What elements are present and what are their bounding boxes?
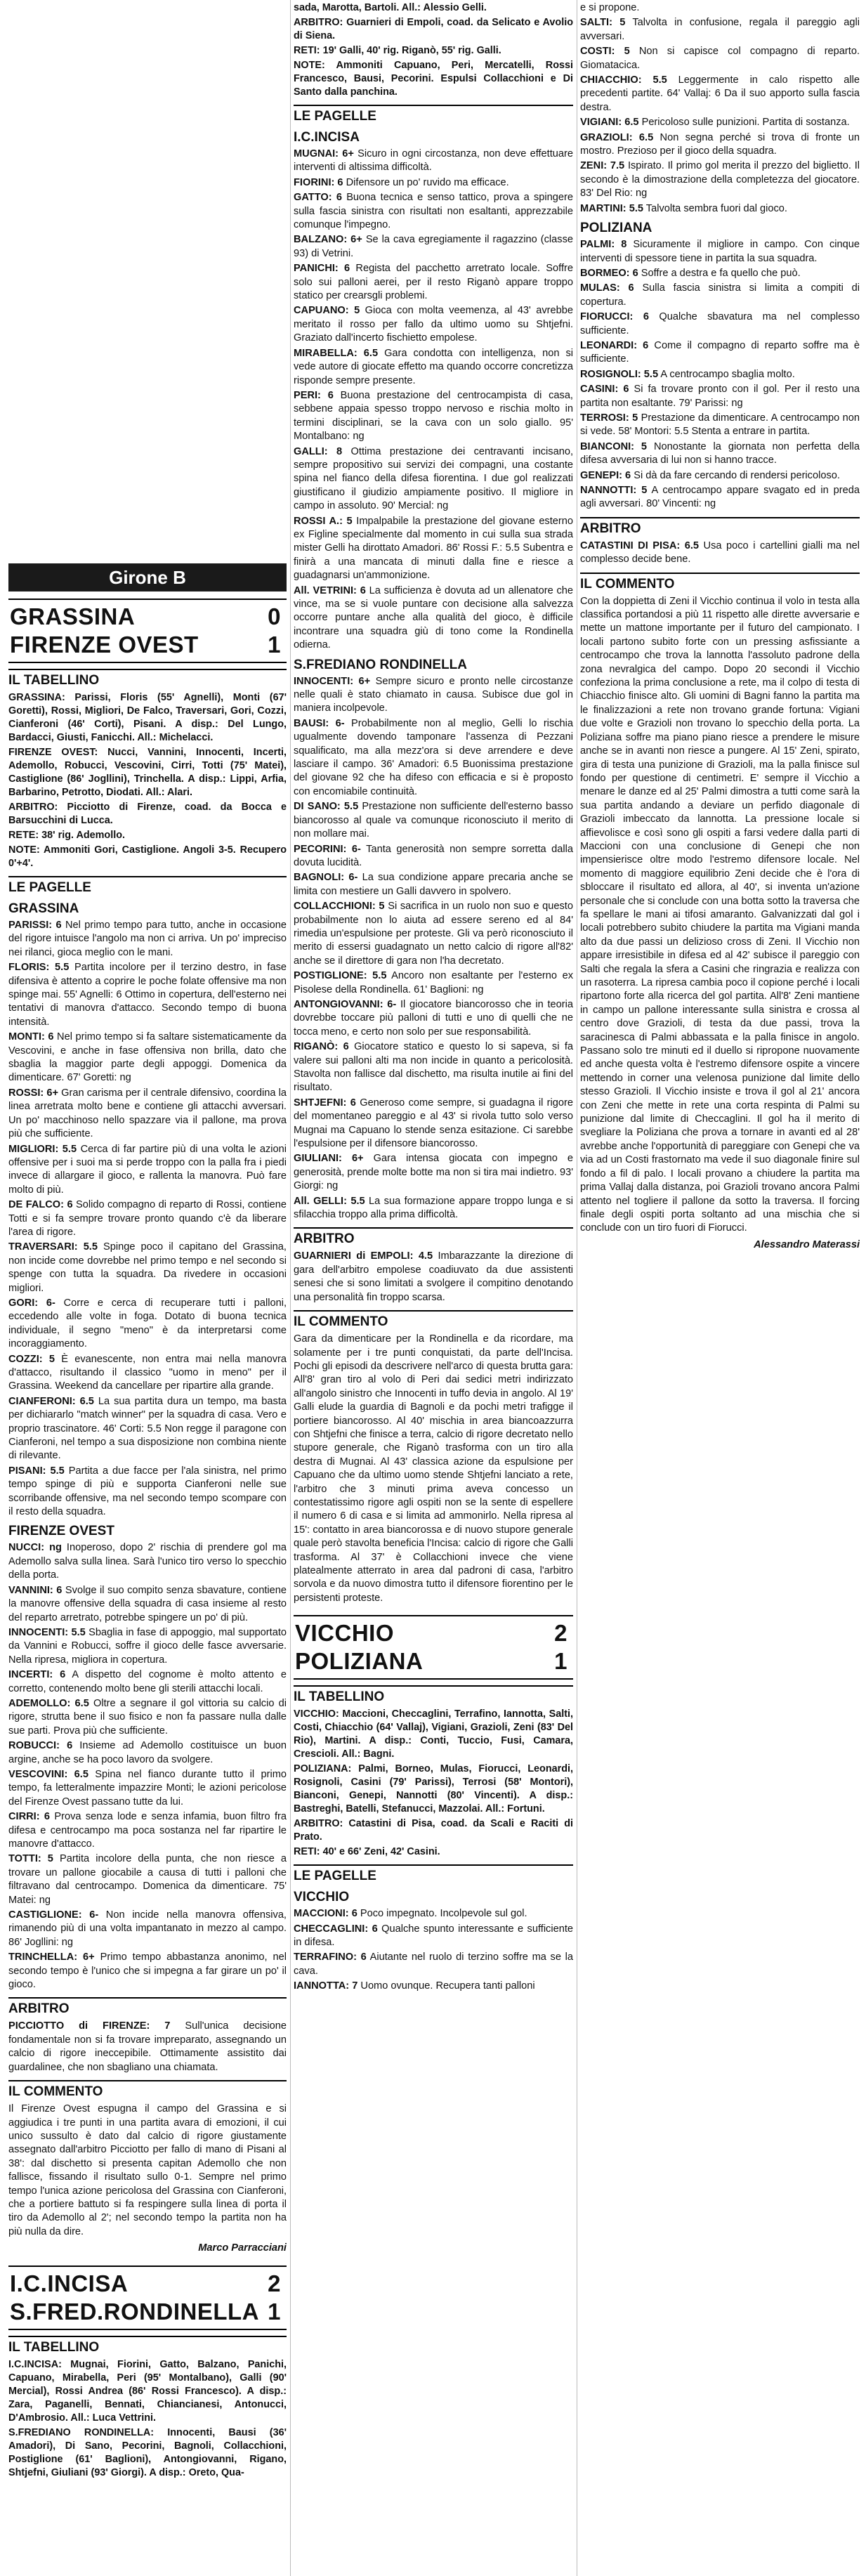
player-rating: BAUSI: 6- Probabilmente non al meglio, Gelli lo rischia ugualmente dovendo tamponare l'assenza di Pezzani squalificato, ma alla mezz'ora si deve arrendere e deve lasciare il campo. 36' Amadori: 6.5 Buonissima prestazione del giovane 92 che ha difeso con efficacia e si è proposto con encomiabile continuità.	[294, 717, 573, 797]
arbitro-heading: ARBITRO	[580, 517, 860, 537]
home-team-score: 0	[268, 603, 281, 629]
tabellino-line: RETI: 40' e 66' Zeni, 42' Casini.	[294, 1846, 440, 1858]
player-rating: ANTONGIOVANNI: 6- Il giocatore biancorosso che in teoria dovrebbe toccare più palloni di tutti e uno di quelli che ne tocca meno, e certo non solo per sue responsabilità.	[294, 998, 573, 1038]
pagelle-heading: LE PAGELLE	[8, 876, 287, 896]
home-team-name: VICCHIO	[295, 1620, 395, 1647]
tabellino-m1	[8, 691, 287, 870]
ratings-grassina	[8, 919, 287, 1519]
tabellino-line: I.C.INCISA: Mugnai, Fiorini, Gatto, Balzano, Panichi, Capuano, Mirabella, Peri (95' Montalbano), Galli (90' Mercial), Rossi Andrea (86' Rossi Francesco). A disp.: Zara, Paganelli, Bennati, Chiancianesi, Antonucci, D'Ambrosio. All.: Luca Vettrini.	[8, 2358, 287, 2424]
tabellino-line: FIRENZE OVEST: Nucci, Vannini, Innocenti, Incerti, Ademollo, Robucci, Vescovini, Cirri, Totti (75' Matei), Castiglione (86' Jogllini), Trinchella. A disp.: Lippi, Arfia, Barbarino, Petrotto, Diodati. All.: Alari.	[8, 747, 287, 798]
home-team-name: I.C.INCISA	[10, 2270, 129, 2296]
away-team-score: 1	[554, 1648, 568, 1675]
player-rating: INNOCENTI: 5.5 Sbaglia in fase di appoggio, mal supportato da Vannini e Robucci, soffre il gioco delle fasce avversarie. Nella ripresa, migliora in copertura.	[8, 1626, 287, 1666]
commento-text: Con la doppietta di Zeni il Vicchio continua il volo in testa alla classifica portandosi a più 11 rispetto alle dirette avversarie e mette un mattone importante per il futuro del campionato. I locali partono subito forte con un pressing asfissiante a centrocampo che trova la lannotta l'assoluto padrone della zona nevralgica del campo. Dopo 20 secondi il Vicchio confeziona la prima conclusione a rete, ma il colpo di testa di Chiacchio finisce alto. Gli uomini di Bagni fanno la partita ma le finalizzazioni a rete non trovano grande fortuna: Vigiani due volte e Grazioli non trovano lo specchio della porta. La Poliziana soffre ma piano piano riesce a prendere le misure anche se in avanti non riesce a pungere. Al 15' Zeni, spirato, gira di testa una punizione di Grazioli, ma la palla finisce sul fondo per questione di centimetri. E' sempre il Vicchio a menare le danze ed al 25' Palmi dimostra a tutti come sarà la sua partita andando a deviare un perfido diagonale di Grazioli imbeccato da lannotta. La pressione locale si affievolisce e così sono gli ospiti a farsi vedere dalla parti di Maccioni con una conclusione di Genepi che non impensierisce oltre modo l'estremo difensore locale. Nel momento di maggiore equilibrio Zeni decide che è l'ora di sbloccare il risultato ed allora, al 40', si inventa un'azione personale che si conclude con una botta sotto la traversa che fa spellare le mani ai tifosi amaranto. Galvanizzati dal gol i locali potrebbero subito chiudere la partita ma Vigiani manda alto da due passi un delizioso cross di Zeni. Il Vicchio non appare irresistibile in difesa ed al 42' subisce il pareggio con Salti che regala la sfera a Casini che ringrazia e realizza con un rasoterra. La ripresa cambia poco il copione perché i locali ripartono forte alla ricerca del gol partita. All'8' Zeni mantiene in campo un pallone interessante sulla sinistra e crossa al centro dove Grazioli, di testa da due passi, trova la saracinesca di Palmi abbassata e la palla finisce in angolo. Passano solo tre minuti ed il duello si ripropone nuovamente ed anche questa volta è l'estremo difensore ospite a vincere mettendo in corner una velenosa punizione dal limite dello stesso Grazioli. Il Vicchio insiste e trova il gol al 21' ancora con Zeni che mette in rete una corta respinta di Palmi su punizione dal limite di Checcaglini. Il gol ha il merito di svegliare la Poliziana che prova a tornare in avanti ed al 28' avrebbe anche l'opportunità di pareggiare con Genepi che va via ad un Costi frastornato ma vede il suo diagonale finire sul fondo a fil di palo. I locali provano a chiudere la partita ma prima Vallaj dalla distanza, poi Grazioli trovano ancora Palmi attento nel togliere il pallone da sotto la traversa. Il forcing finale degli ospiti porta soltanto ad una mischia che si conclude con un tiro fuori di Fiorucci.	[580, 595, 860, 1234]
player-rating: BORMEO: 6 Soffre a destra e fa quello che può.	[580, 267, 801, 279]
player-rating: CAPUANO: 5 Gioca con molta veemenza, al 43' avrebbe meritato il rosso per fallo da ultimo uomo su Shtjefni. Graziato dall'incerto fischietto empolese.	[294, 305, 573, 344]
player-rating: VANNINI: 6 Svolge il suo compito senza sbavature, contiene la manovre offensive della squadra di casa insieme al resto del reparto arretrato, potrebbe spingere un po' di più.	[8, 1584, 287, 1623]
player-rating: INNOCENTI: 6+ Sempre sicuro e pronto nelle circostanze nelle quali è stato chiamato in causa. Subisce due gol in maniera incolpevole.	[294, 675, 573, 714]
tabellino-m2-part2	[294, 1, 573, 99]
player-rating: All. GELLI: 5.5 La sua formazione appare troppo lunga e si sfilacchia troppo alla prima difficoltà.	[294, 1195, 573, 1221]
player-rating: CHIACCHIO: 5.5 Leggermente in calo rispetto alle precedenti partite. 64' Vallaj: 6 Da il suo apporto sulla fascia destra.	[580, 74, 860, 113]
player-rating: DE FALCO: 6 Solido compagno di reparto di Rossi, contiene Totti e si fa sempre trovare pronto quando c'è da liberare l'area di rigore.	[8, 1199, 287, 1238]
column-3	[580, 0, 860, 2576]
away-team-name: S.FRED.RONDINELLA	[10, 2298, 259, 2325]
player-rating: VIGIANI: 6.5 Pericoloso sulle punizioni. Partita di sostanza.	[580, 117, 850, 129]
player-rating: BALZANO: 6+ Se la cava egregiamente il ragazzino (classe 93) di Vetrini.	[294, 234, 573, 259]
tabellino-line: RETI: 19' Galli, 40' rig. Riganò, 55' rig. Galli.	[294, 45, 501, 56]
player-rating: GATTO: 6 Buona tecnica e senso tattico, prova a spingere sulla fascia sinistra con risultati non esaltanti, apprezzabile comunque l'impegno.	[294, 192, 573, 231]
player-rating: BAGNOLI: 6- La sua condizione appare precaria anche se limita con mestiere un Galli davvero in spolvero.	[294, 872, 573, 897]
player-rating: FIORINI: 6 Difensore un po' ruvido ma efficace.	[294, 176, 509, 188]
player-rating: CASINI: 6 Si fa trovare pronto con il gol. Per il resto una partita non esaltante. 79' Parissi: ng	[580, 384, 860, 409]
team-ratings-heading: FIRENZE OVEST	[8, 1524, 114, 1539]
author-signature: Marco Parracciani	[198, 2242, 287, 2254]
player-rating: PISANI: 5.5 Partita a due facce per l'ala sinistra, nel primo tempo spinge di più e supporta Cianferoni nelle sue scorribande offensive, ma nel secondo tempo scompare con il resto della squadra.	[8, 1465, 287, 1518]
arbitro-heading: ARBITRO	[294, 1227, 573, 1248]
arbitro-text: GUARNIERI di EMPOLI: 4.5 Imbarazzante la direzione di gara dell'arbitro empolese coadiuvato da due assistenti senesi che si sono limitati a svolgere il compitino denotando una personalità fin troppo scarsa.	[294, 1250, 573, 1303]
player-rating: LEONARDI: 6 Come il compagno di reparto soffre ma è sufficiente.	[580, 339, 860, 365]
home-team-name: GRASSINA	[10, 603, 136, 629]
arbitro-heading: ARBITRO	[8, 1997, 287, 2018]
tabellino-heading: IL TABELLINO	[8, 669, 287, 689]
away-team-name: FIRENZE OVEST	[10, 632, 199, 658]
commento-text: Il Firenze Ovest espugna il campo del Grassina e si aggiudica i tre punti in una partita avara di emozioni, il cui unico sussulto è dato dal calcio di rigore giustamente assegnato dall'arbitro Picciotto per fallo di mano di Pisani al 38': dal dischetto si presenta capitan Ademollo che non fallisce, fissando il risultato sullo 0-1. Sempre nel primo tempo l'unica azione pericolosa del Grassina con Cianferoni, che a portiere battuto si fa respingere sulla linea di porta il tiro da Ademollo al 2'; nel secondo tempo la partita non ha più nulla da dire.	[8, 2103, 287, 2237]
match-header-grassina-firenze-ovest	[8, 599, 287, 663]
player-rating: COSTI: 5 Non si capisce col compagno di reparto. Giomatacica.	[580, 46, 860, 71]
player-rating: PANICHI: 6 Regista del pacchetto arretrato locale. Soffre solo sui palloni aerei, per il resto Riganò appare troppo statico per crearsgli problemi.	[294, 263, 573, 302]
player-rating: ROSSI: 6+ Gran carisma per il centrale difensivo, coordina la linea arretrata molto bene e contiene gli attacchi avversari. Un po' macchinoso nello spazzare via il pallone, ma prova più che sufficiente.	[8, 1087, 287, 1140]
player-rating: INCERTI: 6 A dispetto del cognome è molto attento e corretto, contenendo molto bene gli sterili attacchi locali.	[8, 1669, 287, 1694]
player-rating: ROSIGNOLI: 5.5 A centrocampo sbaglia molto.	[580, 368, 795, 380]
away-team-score: 1	[268, 632, 281, 658]
pagelle-heading: LE PAGELLE	[294, 105, 573, 125]
player-rating: MONTI: 6 Nel primo tempo si fa saltare sistematicamente da Vescovini, e anche in fase offensiva non brilla, dato che sbaglia la maggior parte degli appoggi. Domenica da dimenticare. 67' Goretti: ng	[8, 1031, 287, 1084]
tabellino-line: RETE: 38' rig. Ademollo.	[8, 830, 126, 841]
commento-text: Gara da dimenticare per la Rondinella e da ricordare, ma solamente per i tre punti conquistati, da parte dell'Incisa. Pochi gli episodi da descrivere nell'arco di questa brutta gara: All'8' gran tiro al volo di Peri dai sedici metri indirizzato all'angolo sinistro che Innocenti in tuffo devia in angolo. Al 19' Galli elude la guardia di Bagnoli e da pochi metri trafigge il portiere biancorosso. Al 40' mischia in area biancoazzurra con Shtjefni che finisce a terra, calcio di rigore decretato nello stupore generale, che Riganò trasforma con un tiro alla destra di Mugnai. Al 43' classica azione da espulsione per Capuano che da ultimo uomo stende Shtjefni lanciato a rete, l'arbitro che 3 minuti prima aveva concesso un contestatissimo rigore agli ospiti non se la sente di espellere il numero 6 di casa e si limita ad ammonirlo. Nella ripresa al 15': contatto in area biancorossa e di nuovo stupore generale quale però stavolta beneficia l'Incisa: calcio di rigore che Galli trasforma. Al 37' è Collacchioni invece che viene platealmente atterrato in area dal padroni di casa, l'arbitro sorvola e da nuovo dimostra tutto il difensore fiorentino per le persistenti proteste.	[294, 1333, 573, 1604]
ratings-vicchio-part1	[294, 1907, 573, 1993]
team-ratings-heading: POLIZIANA	[580, 221, 652, 236]
column-1	[8, 0, 287, 2576]
team-ratings-heading: VICCHIO	[294, 1890, 350, 1905]
commento-heading: IL COMMENTO	[8, 2080, 287, 2100]
player-rating: NANNOTTI: 5 A centrocampo appare svagato ed in preda agli avversari. 80' Vincenti: ng	[580, 485, 860, 510]
player-rating: DI SANO: 5.5 Prestazione non sufficiente dell'esterno basso biancorosso al quale va comunque riconosciuto il merito di non mollare mai.	[294, 801, 573, 840]
commento-heading: IL COMMENTO	[580, 573, 860, 593]
player-rating: TRAVERSARI: 5.5 Spinge poco il capitano del Grassina, non incide come dovrebbe nel primo tempo e nel secondo si spenge con tutta la squadra. Da rivedere in occasioni migliori.	[8, 1241, 287, 1294]
pagelle-heading: LE PAGELLE	[294, 1864, 573, 1885]
player-rating: MIGLIORI: 5.5 Cerca di far partire più di una volta le azioni offensive per i suoi ma si perde troppo con la palla fra i piedi invece di allargare il gioco, e rallenta la manovra. Può fare molto di più.	[8, 1143, 287, 1196]
player-rating: MARTINI: 5.5 Talvolta sembra fuori dal gioco.	[580, 202, 787, 214]
girone-banner: Girone B	[8, 563, 287, 591]
player-rating: TERROSI: 5 Prestazione da dimenticare. A centrocampo non si vede. 58' Montori: 5.5 Stenta a entrare in partita.	[580, 412, 860, 438]
player-rating: GORI: 6- Corre e cerca di recuperare tutti i palloni, eccedendo alle volte in foga. Dotato di buona tecnica individuale, il segno "meno" è da interpretarsi come incoraggiamento.	[8, 1297, 287, 1350]
player-rating: PARISSI: 6 Nel primo tempo para tutto, anche in occasione del rigore intuisce l'angolo ma non ci arriva. Un po' impreciso nei rilanci, gioca meglio con le mani.	[8, 920, 287, 958]
column-2	[294, 0, 573, 2576]
player-rating: POSTIGLIONE: 5.5 Ancoro non esaltante per l'esterno ex Pisolese della Rondinella. 61' Baglioni: ng	[294, 970, 573, 995]
player-rating: VESCOVINI: 6.5 Spina nel fianco durante tutto il primo tempo, fa letteralmente impazzire Monti; le azioni pericolose del Firenze Ovest passano tutte da lui.	[8, 1768, 287, 1807]
player-rating: TERRAFINO: 6 Aiutante nel ruolo di terzino soffre ma se la cava.	[294, 1951, 573, 1977]
player-rating: ROSSI A.: 5 Impalpabile la prestazione del giovane esterno ex Figline specialmente dal momento in cui sulla sua strada mister Gelli ha dirottato Amadori. 86' Rossi F.: 5.5 Subentra e finirà a una mancata di minuti dalla fine e riesce a guadagnarsi un'ammonizione.	[294, 515, 573, 582]
away-team-name: POLIZIANA	[295, 1648, 424, 1675]
player-rating: NUCCI: ng Inoperoso, dopo 2' rischia di prendere gol ma Ademollo salva sulla linea. Sarà l'unico tiro verso lo specchio della porta.	[8, 1542, 287, 1581]
tabellino-line: ARBITRO: Picciotto di Firenze, coad. da Bocca e Barsucchini di Lucca.	[8, 802, 287, 826]
player-rating: TRINCHELLA: 6+ Primo tempo abbastanza anonimo, nel secondo tempo è l'unico che si impegna a far girare un po' il gioco.	[8, 1951, 287, 1991]
player-rating: PECORINI: 6- Tanta generosità non sempre sorretta dalla dovuta lucidità.	[294, 843, 573, 868]
player-rating: All. VETRINI: 6 La sufficienza è dovuta ad un allenatore che vince, ma se si vuole puntare con decisione alla salvezza occorre puntare anche alla qualità del gioco, è difficile incontrare una squadra giù di tono come la Rondinella odierna.	[294, 584, 573, 651]
player-rating: MIRABELLA: 6.5 Gara condotta con intelligenza, non si vede autore di giocate effetto ma quando occorre concretizza risponde sempre presente.	[294, 347, 573, 386]
player-rating: e si propone.	[580, 2, 640, 13]
player-rating: CHECCAGLINI: 6 Qualche spunto interessante e sufficiente in difesa.	[294, 1923, 573, 1949]
player-rating: PERI: 6 Buona prestazione del centrocampista di casa, sebbene appaia spesso troppo nervoso e rischia molto in termini disciplinari, se la cava con un solo giallo. 95' Montalbano: ng	[294, 389, 573, 443]
tabellino-line: NOTE: Ammoniti Gori, Castiglione. Angoli 3-5. Recupero 0'+4'.	[8, 844, 287, 869]
team-ratings-heading: S.FREDIANO RONDINELLA	[294, 657, 467, 672]
ratings-vicchio-part2	[580, 1, 860, 216]
player-rating: MACCIONI: 6 Poco impegnato. Incolpevole sul gol.	[294, 1908, 527, 1920]
player-rating: FIORUCCI: 6 Qualche sbavatura ma nel complesso sufficiente.	[580, 311, 860, 336]
tabellino-line: GRASSINA: Parissi, Floris (55' Agnelli), Monti (67' Goretti), Rossi, Migliori, De Falco, Traversari, Gori, Cozzi, Cianferoni (46' Corti), Pisani. A disp.: Del Lungo, Bardacci, Giusti, Fanicchi. All.: Michelacci.	[8, 692, 287, 743]
player-rating: CIANFERONI: 6.5 La sua partita dura un tempo, ma basta per dichiararlo "match winner" per la squadra di casa. Vero e proprio trascinatore. 46' Corti: 5.5 Non regge il paragone con Cianferoni, nel tempo a sua disposizione non combina niente di rilevante.	[8, 1395, 287, 1462]
player-rating: GENEPI: 6 Si dà da fare cercando di rendersi pericoloso.	[580, 469, 840, 481]
match-header-incisa-rondinella	[8, 2266, 287, 2330]
home-team-score: 2	[554, 1620, 568, 1647]
player-rating: SHTJEFNI: 6 Generoso come sempre, si guadagna il rigore del momentaneo pareggio e al 43' si rivola tutto solo verso Mugnai ma Capuano lo stende senza esitazione. Ci sarebbe l'espulsione per il difensore biancorosso.	[294, 1097, 573, 1150]
ratings-rondinella	[294, 675, 573, 1222]
player-rating: COLLACCHIONI: 5 Si sacrifica in un ruolo non suo e questo probabilmente non lo aiuta ad essere sereno ed al 84' rimedia un'espulsione per proteste. Gli va però riconosciuto il merito di essersi guadagnato un netto calcio di rigore all'82' anche se il direttore di gara non l'ha decretato.	[294, 901, 573, 967]
tabellino-line: S.FREDIANO RONDINELLA: Innocenti, Bausi (36' Amadori), Di Sano, Pecorini, Bagnoli, Collacchioni, Postiglione (61' Baglioni), Antongiovanni, Rigano, Shtjefni, Giuliani (93' Giorgi). A disp.: Oreto, Qua-	[8, 2426, 287, 2478]
player-rating: ROBUCCI: 6 Insieme ad Ademollo costituisce un buon argine, anche se ha poco lavoro da svolgere.	[8, 1740, 287, 1765]
player-rating: RIGANÒ: 6 Giocatore statico e questo lo si sapeva, si fa valere sui palloni alti ma non incide in quanto a pericolosità. Stavolta non fallisce dal dischetto, ma risulta inutile ai fini del risultato.	[294, 1041, 573, 1094]
tabellino-line: ARBITRO: Guarnieri di Empoli, coad. da Selicato e Avolio di Siena.	[294, 17, 573, 41]
tabellino-line: POLIZIANA: Palmi, Borneo, Mulas, Fiorucci, Leonardi, Rosignoli, Casini (79' Parissi), Terrosi (58' Montori), Bianconi, Genepi, Nannotti (80' Vincenti). A disp.: Bastreghi, Batelli, Stefanucci, Mazzolai. All.: Fortuni.	[294, 1763, 573, 1815]
player-rating: FLORIS: 5.5 Partita incolore per il terzino destro, in fase difensiva è attento a coprire le poche folate offensive ma non spinge mai. 55' Agnelli: 6 Ottimo in copertura, dell'esterno nei tentativi di manovra d'attacco. Secondo tempo di buona intensità.	[8, 962, 287, 1028]
player-rating: ADEMOLLO: 6.5 Oltre a segnare il gol vittoria su calcio di rigore, strutta bene il suo fisico e non fa passare nulla dalle sue parti. Prova più che sufficiente.	[8, 1697, 287, 1737]
ratings-incisa	[294, 148, 573, 653]
ratings-poliziana	[580, 238, 860, 511]
match-header-vicchio-poliziana	[294, 1615, 573, 1680]
author-signature: Alessandro Materassi	[754, 1238, 860, 1250]
tabellino-heading: IL TABELLINO	[8, 2336, 287, 2356]
arbitro-text: PICCIOTTO di FIRENZE: 7 Sull'unica decisione fondamentale non si fa trovare impreparato, assegnando un calcio di rigore ineccepibile. Ottimamente assistito dai guardalinee, che non sbagliano una chiamata.	[8, 2020, 287, 2073]
home-team-score: 2	[268, 2270, 281, 2296]
tabellino-line: ARBITRO: Catastini di Pisa, coad. da Scali e Raciti di Prato.	[294, 1818, 573, 1843]
player-rating: CASTIGLIONE: 6- Non incide nella manovra offensiva, rimanendo più di una volta impantanato in mezzo al campo. 86' Jogllini: ng	[8, 1909, 287, 1948]
column-divider	[290, 0, 291, 2576]
player-rating: GIULIANI: 6+ Gara intensa giocata con impegno e generosità, prende molte botte ma non si tira mai indietro. 93' Giorgi: ng	[294, 1153, 573, 1192]
arbitro-text: CATASTINI DI PISA: 6.5 Usa poco i cartellini gialli ma nel complesso decide bene.	[580, 540, 860, 565]
player-rating: IANNOTTA: 7 Uomo ovunque. Recupera tanti palloni	[294, 1980, 535, 1992]
player-rating: MULAS: 6 Sulla fascia sinistra si limita a compiti di copertura.	[580, 282, 860, 308]
team-ratings-heading: GRASSINA	[8, 901, 79, 916]
tabellino-line: sada, Marotta, Bartoli. All.: Alessio Gelli.	[294, 2, 487, 13]
player-rating: MUGNAI: 6+ Sicuro in ogni circostanza, non deve effettuare interventi di altissima difficoltà.	[294, 148, 573, 174]
player-rating: COZZI: 5 È evanescente, non entra mai nella manovra d'attacco, risultando il classico "uomo in meno" per il Grassina. Weekend da cancellare per ripartire alla grande.	[8, 1353, 287, 1392]
player-rating: CIRRI: 6 Prova senza lode e senza infamia, buon filtro fra difesa e centrocampo ma poca sostanza nel far ripartire le manovre d'attacco.	[8, 1811, 287, 1850]
tabellino-m2-part1	[8, 2358, 287, 2480]
away-team-score: 1	[268, 2298, 281, 2325]
team-ratings-heading: I.C.INCISA	[294, 130, 360, 145]
player-rating: TOTTI: 5 Partita incolore della punta, che non riesce a trovare un pallone giocabile a causa di tutti i palloni che filtravano dal centrocampo. Domenica da dimenticare. 75' Matei: ng	[8, 1853, 287, 1906]
commento-heading: IL COMMENTO	[294, 1310, 573, 1331]
player-rating: GALLI: 8 Ottima prestazione dei centravanti incisano, sempre propositivo sui servizi dei compagni, una costante spina nel fianco della difesa fiorentina. I due gol realizzati giustificano il giudizio ampiamente positivo. Il migliore in campo in assoluto. 90' Mercial: ng	[294, 445, 573, 512]
player-rating: ZENI: 7.5 Ispirato. Il primo gol merita il prezzo del biglietto. Il secondo è la dimostrazione della completezza del giocatore. 83' Del Rio: ng	[580, 160, 860, 200]
player-rating: SALTI: 5 Talvolta in confusione, regala il pareggio agli avversari.	[580, 17, 860, 42]
tabellino-heading: IL TABELLINO	[294, 1685, 573, 1706]
player-rating: GRAZIOLI: 6.5 Non segna perché si trova di fronte un mostro. Prezioso per il gioco della squadra.	[580, 131, 860, 157]
tabellino-m3	[294, 1708, 573, 1859]
player-rating: BIANCONI: 5 Nonostante la giornata non perfetta della difesa avversaria di lui non si hanno tracce.	[580, 440, 860, 466]
tabellino-line: VICCHIO: Maccioni, Checcaglini, Terrafino, Iannotta, Salti, Costi, Chiacchio (64' Vallaj), Vigiani, Grazioli, Zeni (83' Del Rio), Martini. A disp.: Conti, Tuccio, Fusi, Camara, Crescioli. All.: Bagni.	[294, 1708, 573, 1760]
player-rating: PALMI: 8 Sicuramente il migliore in campo. Con cinque interventi di spessore tiene in partita la sua squadra.	[580, 239, 860, 264]
tabellino-line: NOTE: Ammoniti Capuano, Peri, Mercatelli, Rossi Francesco, Bausi, Pecorini. Espulsi Collacchioni e Di Santo dalla panchina.	[294, 60, 573, 98]
ratings-firenze-ovest	[8, 1541, 287, 1992]
